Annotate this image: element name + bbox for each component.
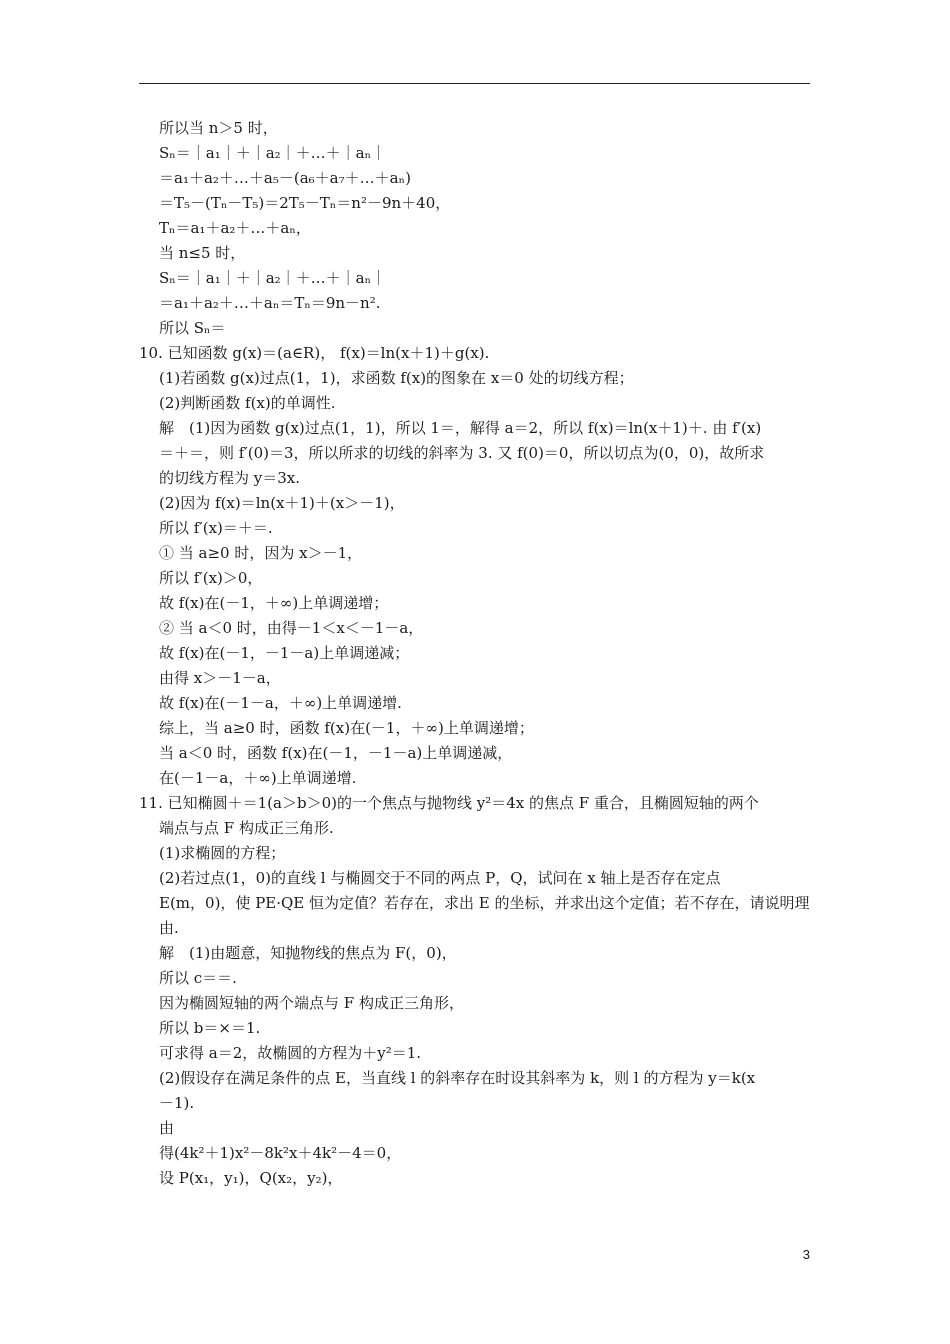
page-number: 3 [802, 1247, 810, 1262]
text-line: Tₙ＝a₁＋a₂＋…＋aₙ， [159, 219, 311, 237]
text-line: Sₙ＝｜a₁｜＋｜a₂｜＋…＋｜aₙ｜ [159, 269, 387, 287]
text-line: 所以 c＝＝. [159, 969, 237, 987]
text-line: 解 (1)由题意，知抛物线的焦点为 F(，0)， [159, 944, 457, 962]
text-line: 由得 x＞－1－a， [159, 669, 281, 687]
text-line: ＝＋＝，则 f′(0)＝3，所以所求的切线的斜率为 3. 又 f(0)＝0，所以切点为(0，0)，故所求 [159, 444, 765, 462]
text-line: (1)若函数 g(x)过点(1，1)，求函数 f(x)的图象在 x＝0 处的切线方程； [159, 369, 634, 387]
text-line: 设 P(x₁，y₁)，Q(x₂，y₂)， [159, 1169, 343, 1187]
text-line: ＝T₅－(Tₙ－T₅)＝2T₅－Tₙ＝n²－9n＋40， [159, 194, 451, 212]
text-line: 所以 b＝×＝1. [159, 1019, 261, 1037]
text-line: 所以 Sₙ＝ [159, 319, 226, 337]
text-line: 故 f(x)在(－1，－1－a)上单调递减； [159, 644, 410, 662]
text-line: (1)求椭圆的方程； [159, 844, 286, 862]
text-line: ② 当 a＜0 时，由得－1＜x＜－1－a， [159, 619, 424, 637]
text-line: 所以当 n＞5 时， [159, 119, 278, 137]
text-line: 当 a＜0 时，函数 f(x)在(－1，－1－a)上单调递减， [159, 744, 513, 762]
text-line: 得(4k²＋1)x²－8k²x＋4k²－4＝0， [159, 1144, 402, 1162]
text-line: 所以 f′(x)＞0， [159, 569, 263, 587]
text-line: (2)若过点(1，0)的直线 l 与椭圆交于不同的两点 P，Q，试问在 x 轴上是否存在定点 [159, 869, 721, 887]
text-line: 的切线方程为 y＝3x. [159, 469, 301, 487]
text-line: (2)因为 f(x)＝ln(x＋1)＋(x＞－1)， [159, 494, 405, 512]
text-line: 可求得 a＝2，故椭圆的方程为＋y²＝1. [159, 1044, 422, 1062]
text-line: 故 f(x)在(－1－a，＋∞)上单调递增. [159, 694, 402, 712]
text-line: (2)判断函数 f(x)的单调性. [159, 394, 336, 412]
text-line: 由. [159, 919, 179, 937]
problem-11-heading: 11. 已知椭圆＋＝1(a＞b＞0)的一个焦点与抛物线 y²＝4x 的焦点 F 重合，且椭圆短轴的两个 [139, 794, 759, 812]
text-line: 端点与点 F 构成正三角形. [159, 819, 334, 837]
text-line: (2)假设存在满足条件的点 E，当直线 l 的斜率存在时设其斜率为 k，则 l 的方程为 y＝k(x [159, 1069, 756, 1087]
text-line: 由 [159, 1119, 175, 1137]
text-line: ＝a₁＋a₂＋…＋a₅－(a₆＋a₇＋…＋aₙ) [159, 169, 411, 187]
problem-10-heading: 10. 已知函数 g(x)＝(a∈R)， f(x)＝ln(x＋1)＋g(x). [139, 344, 490, 362]
header-rule [139, 83, 810, 84]
text-line: ＝a₁＋a₂＋…＋aₙ＝Tₙ＝9n－n². [159, 294, 381, 312]
text-line: 所以 f′(x)＝＋＝. [159, 519, 273, 537]
text-line: Sₙ＝｜a₁｜＋｜a₂｜＋…＋｜aₙ｜ [159, 144, 387, 162]
text-line: －1). [159, 1094, 195, 1112]
text-line: 综上，当 a≥0 时，函数 f(x)在(－1，＋∞)上单调递增； [159, 719, 534, 737]
text-line: 故 f(x)在(－1，＋∞)上单调递增； [159, 594, 389, 612]
text-line: 在(－1－a，＋∞)上单调递增. [159, 769, 357, 787]
text-line: 因为椭圆短轴的两个端点与 F 构成正三角形， [159, 994, 464, 1012]
text-line: ① 当 a≥0 时，因为 x＞－1， [159, 544, 363, 562]
text-line: E(m，0)，使 PE·QE 恒为定值？若存在，求出 E 的坐标，并求出这个定值；若不存在，请说明理 [159, 894, 810, 912]
text-line: 解 (1)因为函数 g(x)过点(1，1)，所以 1＝，解得 a＝2，所以 f(x)＝ln(x＋1)＋. 由 f′(x) [159, 419, 762, 437]
text-line: 当 n≤5 时， [159, 244, 246, 262]
